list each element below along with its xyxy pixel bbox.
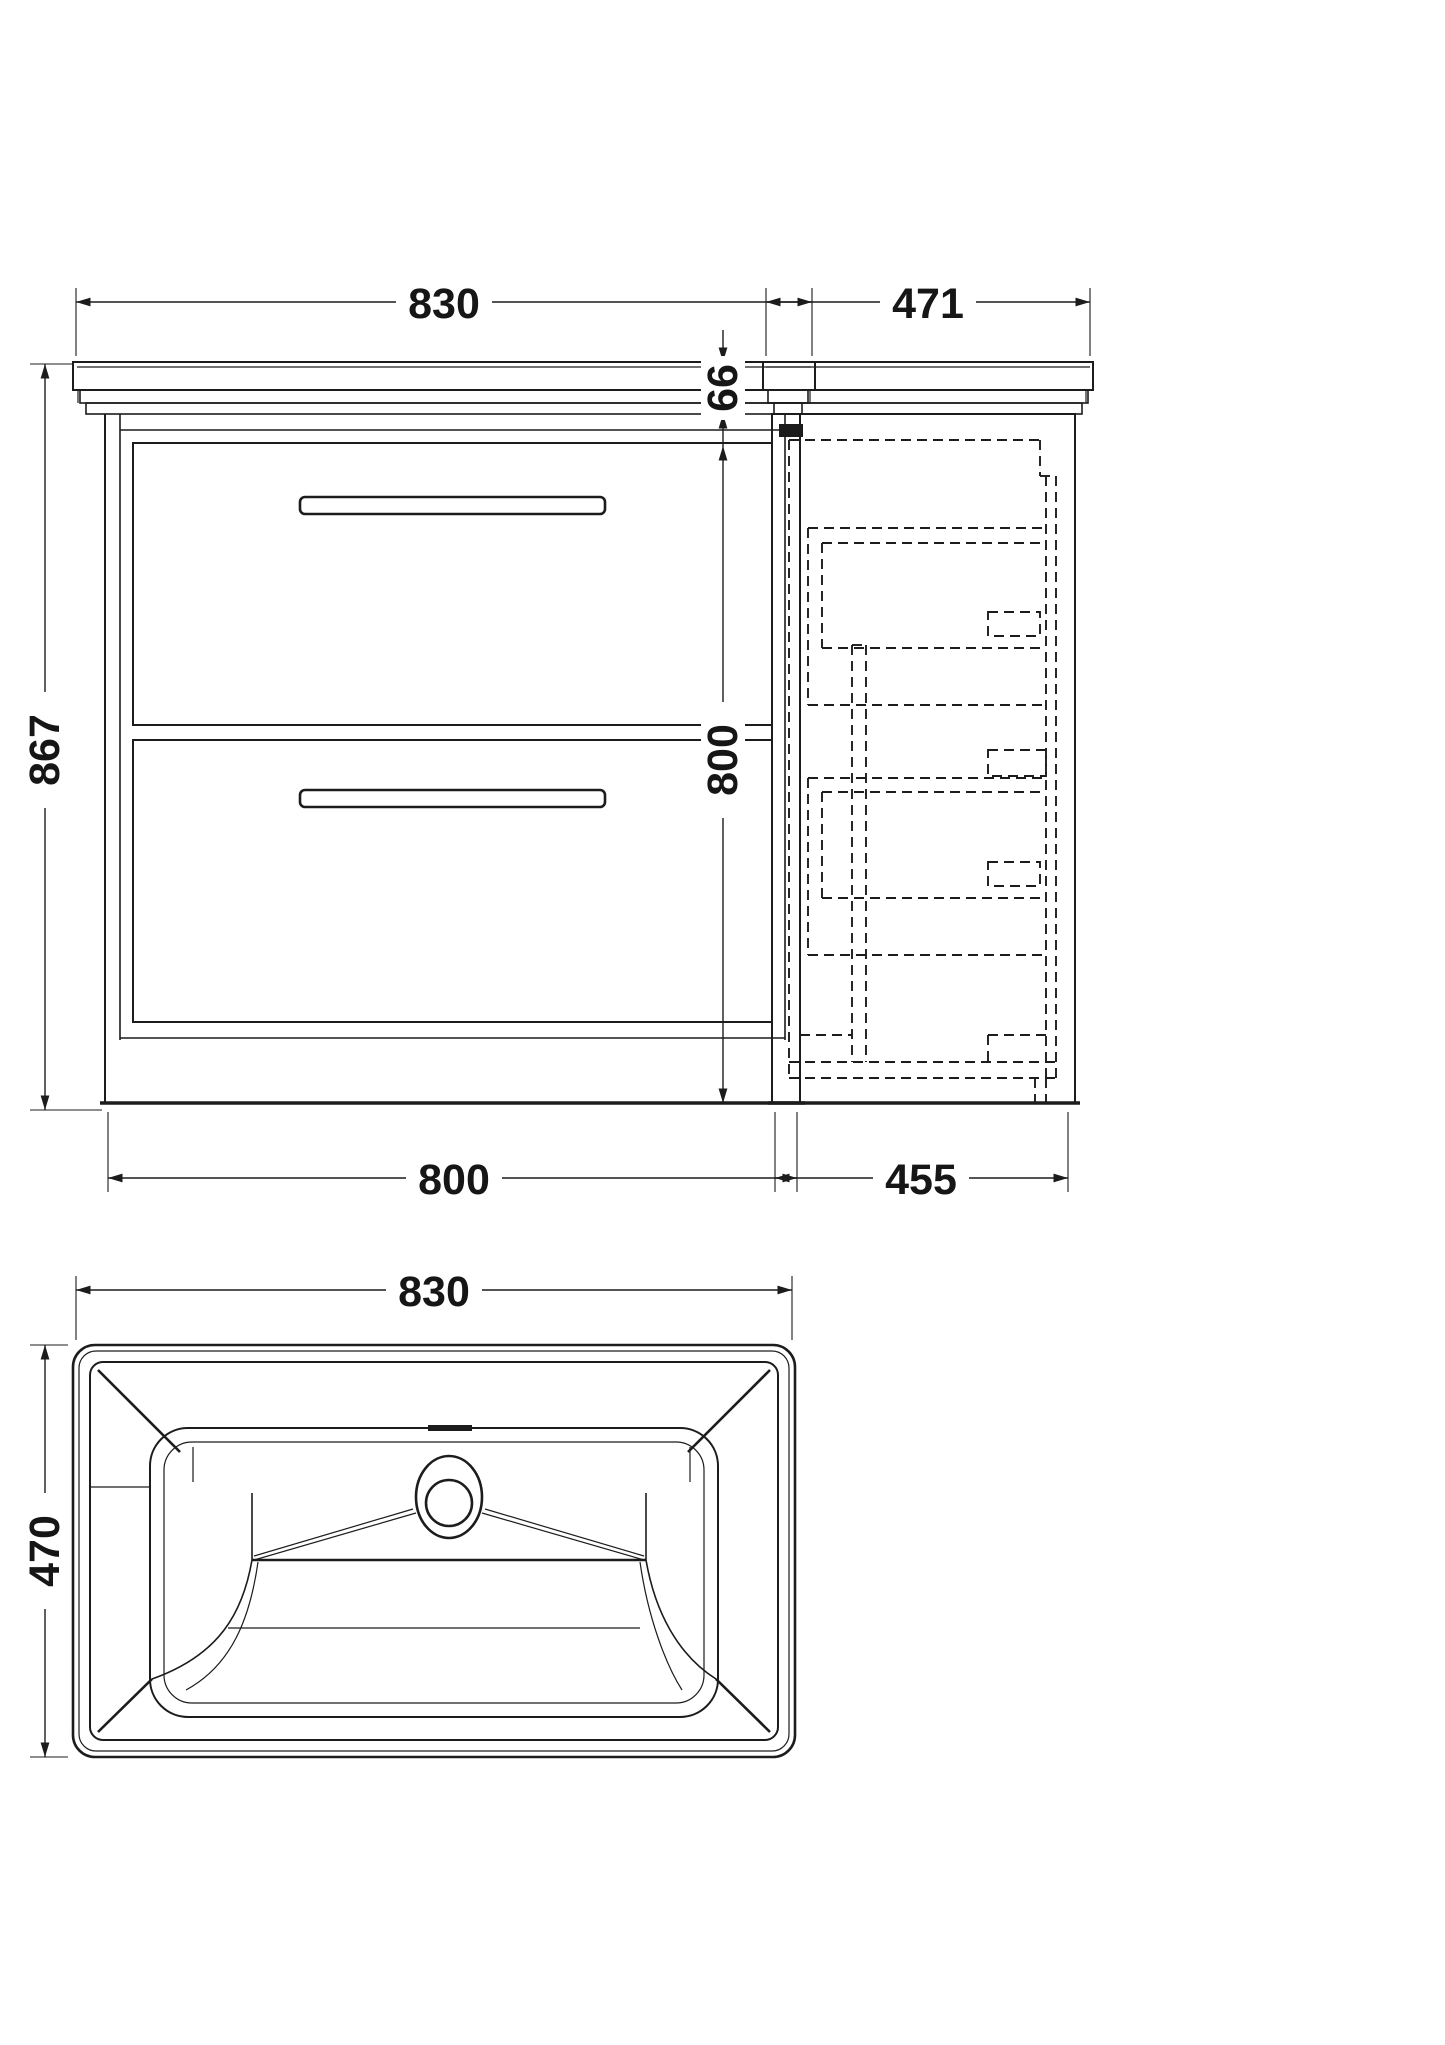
drawer-2-front: [133, 740, 772, 1022]
side-cabinet-panel: [772, 414, 1075, 1103]
back-slope-line-left-b: [254, 1513, 416, 1560]
corner-diagonal-bottom-right: [716, 1679, 770, 1732]
dim-plan-width: 830: [398, 1268, 470, 1316]
dim-front-bottom-width: 800: [418, 1156, 490, 1204]
bowl-sweep-left-outer: [152, 1560, 252, 1679]
drawer-1-front: [133, 443, 772, 725]
front-view: [21, 278, 815, 1204]
mid-runner: [988, 750, 1046, 776]
drawer-2-handle: [300, 790, 605, 807]
plan-counter-outline: [73, 1345, 795, 1757]
front-counter-moulding-lower: [86, 403, 802, 414]
dim-front-height: 867: [21, 714, 69, 786]
corner-diagonal-top-right: [688, 1370, 770, 1452]
side-counter-moulding-upper: [768, 390, 1088, 403]
dim-side-cabinet-height: 800: [699, 724, 747, 796]
bowl-sweep-right-outer: [646, 1560, 716, 1679]
drawer-2-runner: [988, 862, 1040, 886]
dim-side-bottom-depth: 455: [885, 1156, 957, 1204]
plan-view: [21, 1266, 795, 1757]
side-hidden-structure: [789, 440, 1056, 1103]
dim-side-counter-height: 66: [699, 364, 747, 412]
back-slope-line-right-b: [482, 1513, 644, 1560]
back-slope-line-left-a: [254, 1509, 413, 1556]
plan-counter-inner-edge: [79, 1351, 789, 1751]
side-counter-moulding-lower: [774, 403, 1082, 414]
fixing-bracket: [779, 424, 803, 437]
corner-diagonal-top-left: [98, 1370, 180, 1452]
bowl-sweep-right-inner: [640, 1562, 682, 1690]
tap-hole-inner: [426, 1480, 472, 1526]
dim-plan-depth: 470: [21, 1515, 69, 1587]
corner-diagonal-bottom-left: [98, 1679, 152, 1732]
side-countertop: [763, 362, 1093, 390]
dim-side-top-depth: 471: [892, 280, 964, 328]
bowl-inner-edge: [164, 1442, 704, 1703]
dim-front-top-width: 830: [408, 280, 480, 328]
drawer-1-handle: [300, 497, 605, 514]
basin-rim: [90, 1362, 778, 1740]
back-slope-line-right-a: [485, 1509, 644, 1556]
drawer-1-runner: [988, 612, 1040, 636]
bowl-outer-edge: [150, 1428, 718, 1717]
